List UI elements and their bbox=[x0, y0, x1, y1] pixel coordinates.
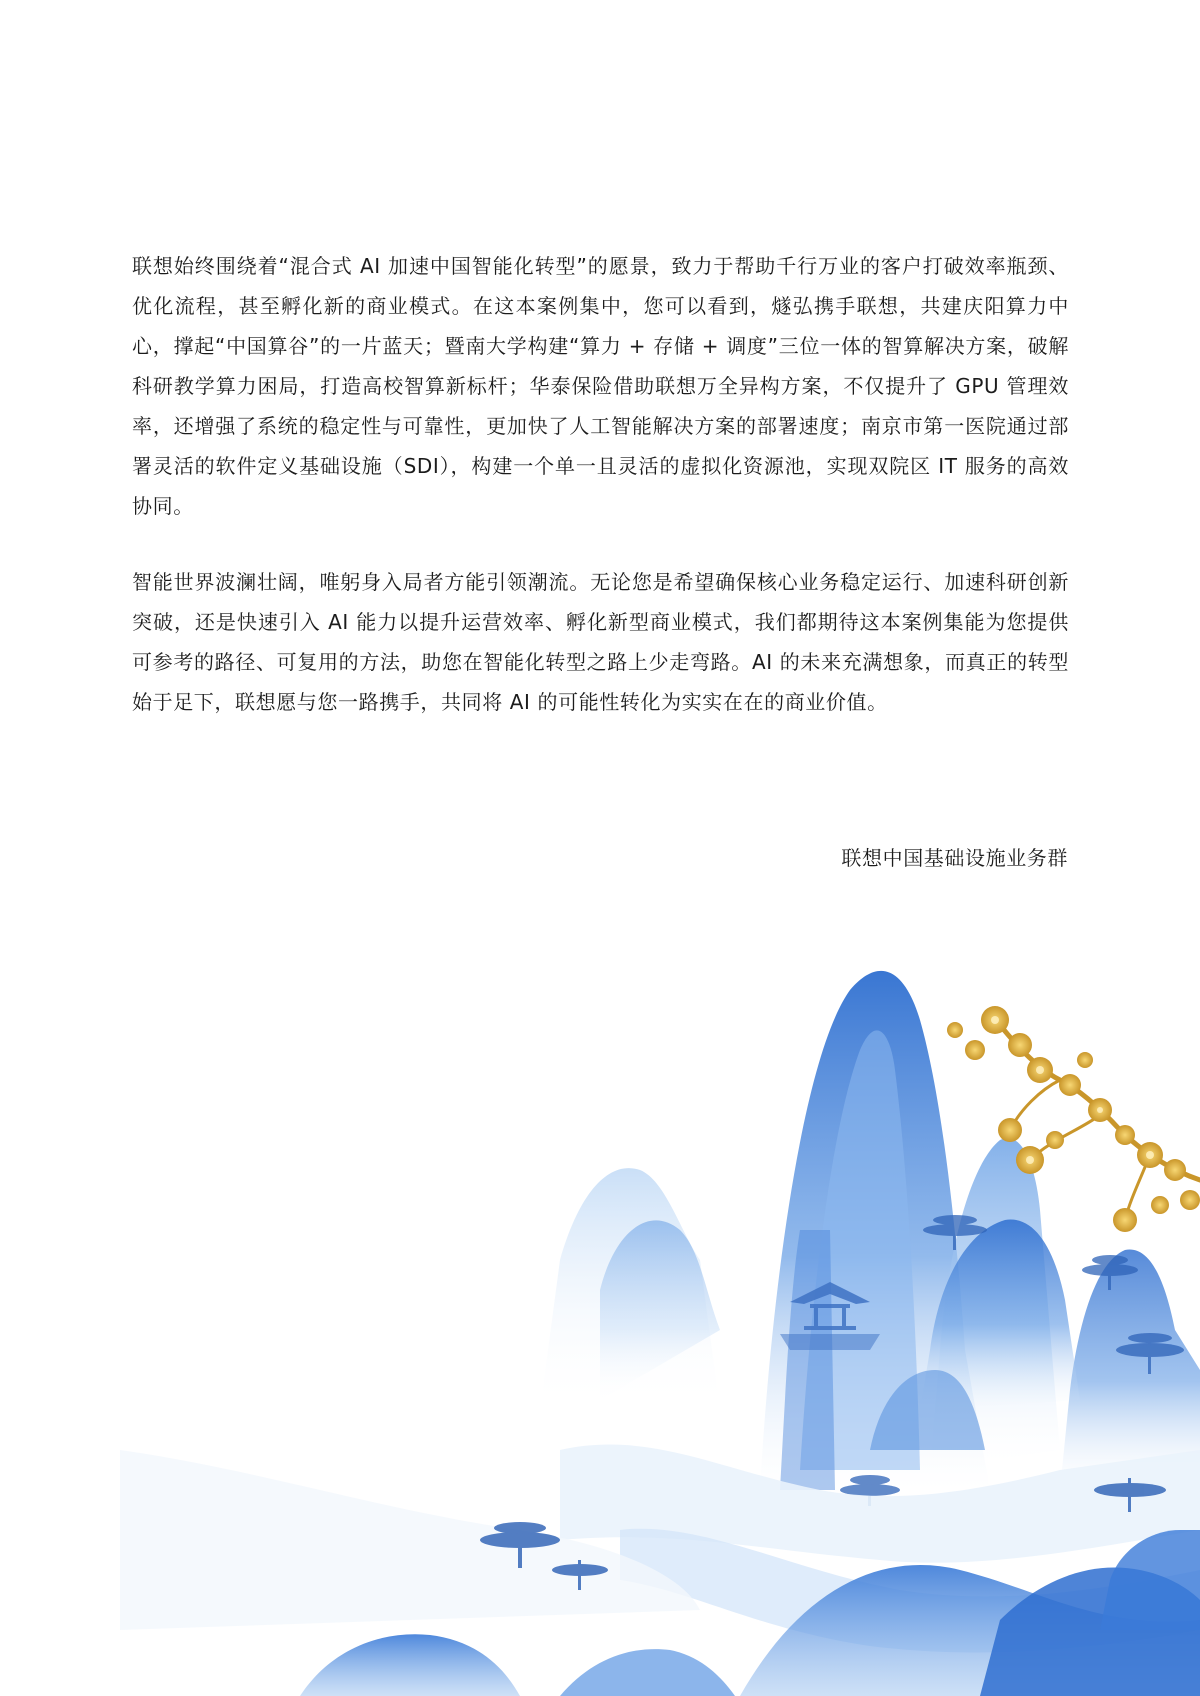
paragraph-intro: 联想始终围绕着“混合式 AI 加速中国智能化转型”的愿景，致力于帮助千行万业的客户打破效率瓶颈、优化流程，甚至孵化新的商业模式。在这本案例集中，您可以看到，燧弘携手联想，共建庆阳算力中心，撑起“中国算谷”的一片蓝天；暨南大学构建“算力 + 存储 + 调度”三位一体的智算解决方案，破解科研教学算力困局，打造高校智算新标杆；华泰保险借助联想万全异构方案，不仅提升了 GPU 管理效率，还增强了系统的稳定性与可靠性，更加快了人工智能解决方案的部署速度；南京市第一医院通过部署灵活的软件定义基础设施（SDI），构建一个单一且灵活的虚拟化资源池，实现双院区 IT 服务的高效协同。 bbox=[132, 254, 1069, 518]
paragraph-closing: 智能世界波澜壮阔，唯躬身入局者方能引领潮流。无论您是希望确保核心业务稳定运行、加速科研创新突破，还是快速引入 AI 能力以提升运营效率、孵化新型商业模式，我们都期待这本案例集能为您提供可参考的路径、可复用的方法，助您在智能化转型之路上少走弯路。AI 的未来充满想象，而真正的转型始于足下，联想愿与您一路携手，共同将 AI 的可能性转化为实实在在的商业价值。 bbox=[132, 570, 1069, 714]
letter-body bbox=[132, 246, 1069, 722]
mountain-landscape-illustration bbox=[0, 930, 1200, 1696]
far-mountains bbox=[540, 1168, 720, 1410]
signature: 联想中国基础设施业务群 bbox=[841, 846, 1068, 870]
